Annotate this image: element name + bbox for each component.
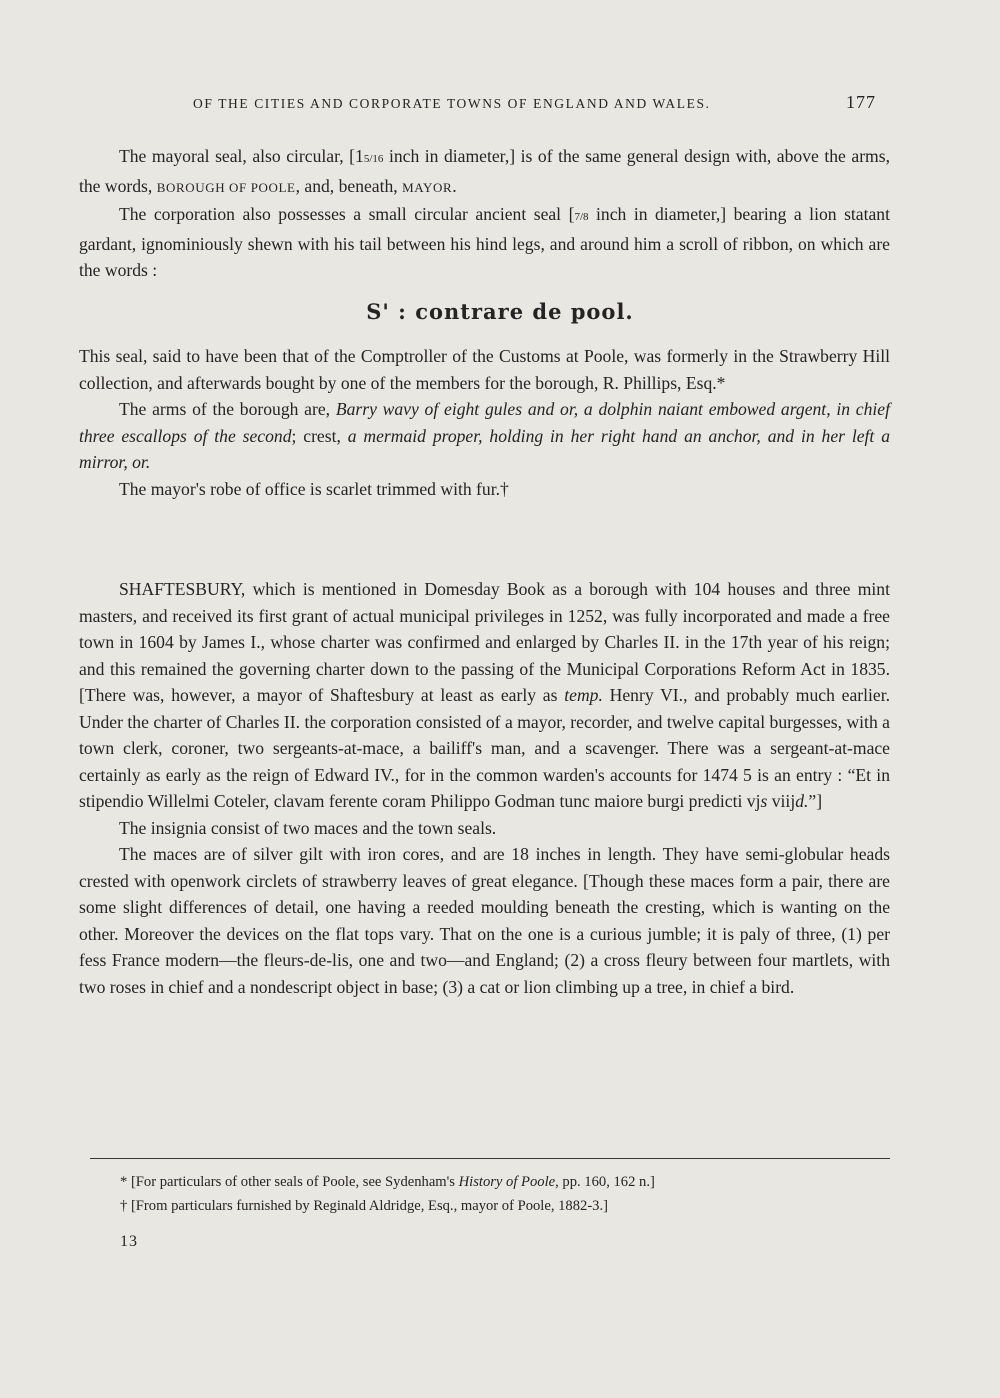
text-run: ; crest,	[291, 425, 348, 446]
text-run: The arms of the borough are,	[119, 399, 336, 419]
fraction: 7/8	[574, 211, 589, 223]
footnote-1	[120, 1170, 880, 1194]
italic-text: a mermaid proper, holding in her right hand an anchor, and in her left a mirror, or.	[79, 425, 890, 472]
paragraph-mayoral-seal	[79, 143, 890, 201]
poole-section-top	[79, 143, 890, 284]
italic-text: temp.	[564, 685, 603, 705]
paragraph-comptroller-seal: This seal, said to have been that of the Comptroller of the Customs at Poole, was formerly in the Strawberry Hill collection, and afterwards bought by one of the members for the borough, R. Phillips, Esq.*	[79, 346, 890, 393]
paragraph-arms	[79, 396, 890, 476]
text-run: , pp. 160, 162 n.]	[555, 1174, 655, 1190]
italic-text: d.	[795, 791, 809, 811]
small-caps-text: BOROUGH OF POOLE	[156, 179, 296, 195]
page-number: 177	[846, 92, 876, 112]
italic-text: Barry wavy of eight gules and or, a dolphin naiant embowed argent, in chief three escallops of the second	[79, 399, 891, 446]
text-run: ”]	[808, 791, 823, 811]
text-run: , and, beneath,	[295, 175, 403, 196]
paragraph-maces: The maces are of silver gilt with iron cores, and are 18 inches in length. They have semi-globular heads crested with openwork circlets of strawberry leaves of great elegance. [Though these maces form a pair, there are some slight differences of detail, one having a reeded moulding beneath the cresting, which is wanting on the other. Moreover the devices on the flat tops vary. That on the one is a curious jumble; it is paly of three, (1) per fess France modern—the fleurs-de-lis, one and two—and England; (2) a cross fleury between four martlets, with two roses in chief and a nondescript object in base; (3) a cat or lion climbing up a tree, in chief a bird.	[79, 844, 890, 997]
paragraph-insignia: The insignia consist of two maces and the town seals.	[119, 817, 497, 838]
footnote-2: † [From particulars furnished by Reginald Aldridge, Esq., mayor of Poole, 1882-3.]	[120, 1198, 608, 1214]
italic-text: s	[760, 791, 768, 811]
text-run: SHAFTESBURY, which is mentioned in Domesday Book as a borough with 104 houses and three mint masters, and received its first grant of actual municipal privileges in 1252, was fully incorporated and made a free town in 1604 by James I., whose charter was confirmed and enlarged by Charles II. in the 17th year of his reign; and this remained the governing charter down to the passing of the Municipal Corporations Reform Act in 1835. [There was, however, a mayor of Shaftesbury at least as early as	[79, 579, 890, 705]
running-title: OF THE CITIES AND CORPORATE TOWNS OF ENGLAND AND WALES.	[193, 96, 711, 111]
paragraph-ancient-seal	[79, 201, 890, 284]
shaftesbury-section	[79, 576, 890, 1000]
text-run: Henry VI., and probably much earlier. Under the charter of Charles II. the corporation consisted of a mayor, recorder, and twelve capital burgesses, with a town clerk, coroner, two sergeants-at-mace, a bailiff's man, and a scavenger. There was a sergeant-at-mace certainly as early as the reign of Edward IV., for in the common warden's accounts for 1474 5 is an entry : “Et in stipendio Willelmi Coteler, clavam ferente coram Philippo Godman tunc maiore burgi predicti vj	[79, 685, 891, 811]
paragraph-shaftesbury-history	[79, 576, 890, 815]
poole-section-bottom	[79, 343, 890, 502]
text-run: inch in diameter,] bearing a lion statant gardant, ignominiously shewn with his tail between his hind legs, and around him a scroll of ribbon, on which are the words :	[79, 204, 890, 280]
running-head	[78, 92, 890, 116]
italic-text: History of Poole	[458, 1174, 556, 1190]
small-caps-text: MAYOR	[402, 179, 453, 195]
text-run: inch in diameter,] is of the same general design with, above the arms, the words,	[79, 146, 890, 196]
text-run: The mayoral seal, also circular, [1	[119, 146, 364, 166]
text-run: * [For particulars of other seals of Poole, see Sydenham's	[120, 1174, 459, 1190]
seal-legend: S' : contrare de pool.	[366, 299, 634, 324]
fraction: 5/16	[363, 153, 384, 165]
text-run: The corporation also possesses a small circular ancient seal [	[119, 204, 575, 224]
paragraph-robe: The mayor's robe of office is scarlet trimmed with fur.†	[119, 478, 509, 499]
footnote-rule	[90, 1158, 890, 1159]
footnotes	[120, 1170, 880, 1218]
text-run: viij	[767, 791, 796, 811]
signature-mark: 13	[120, 1233, 138, 1250]
text-run: .	[452, 175, 457, 196]
